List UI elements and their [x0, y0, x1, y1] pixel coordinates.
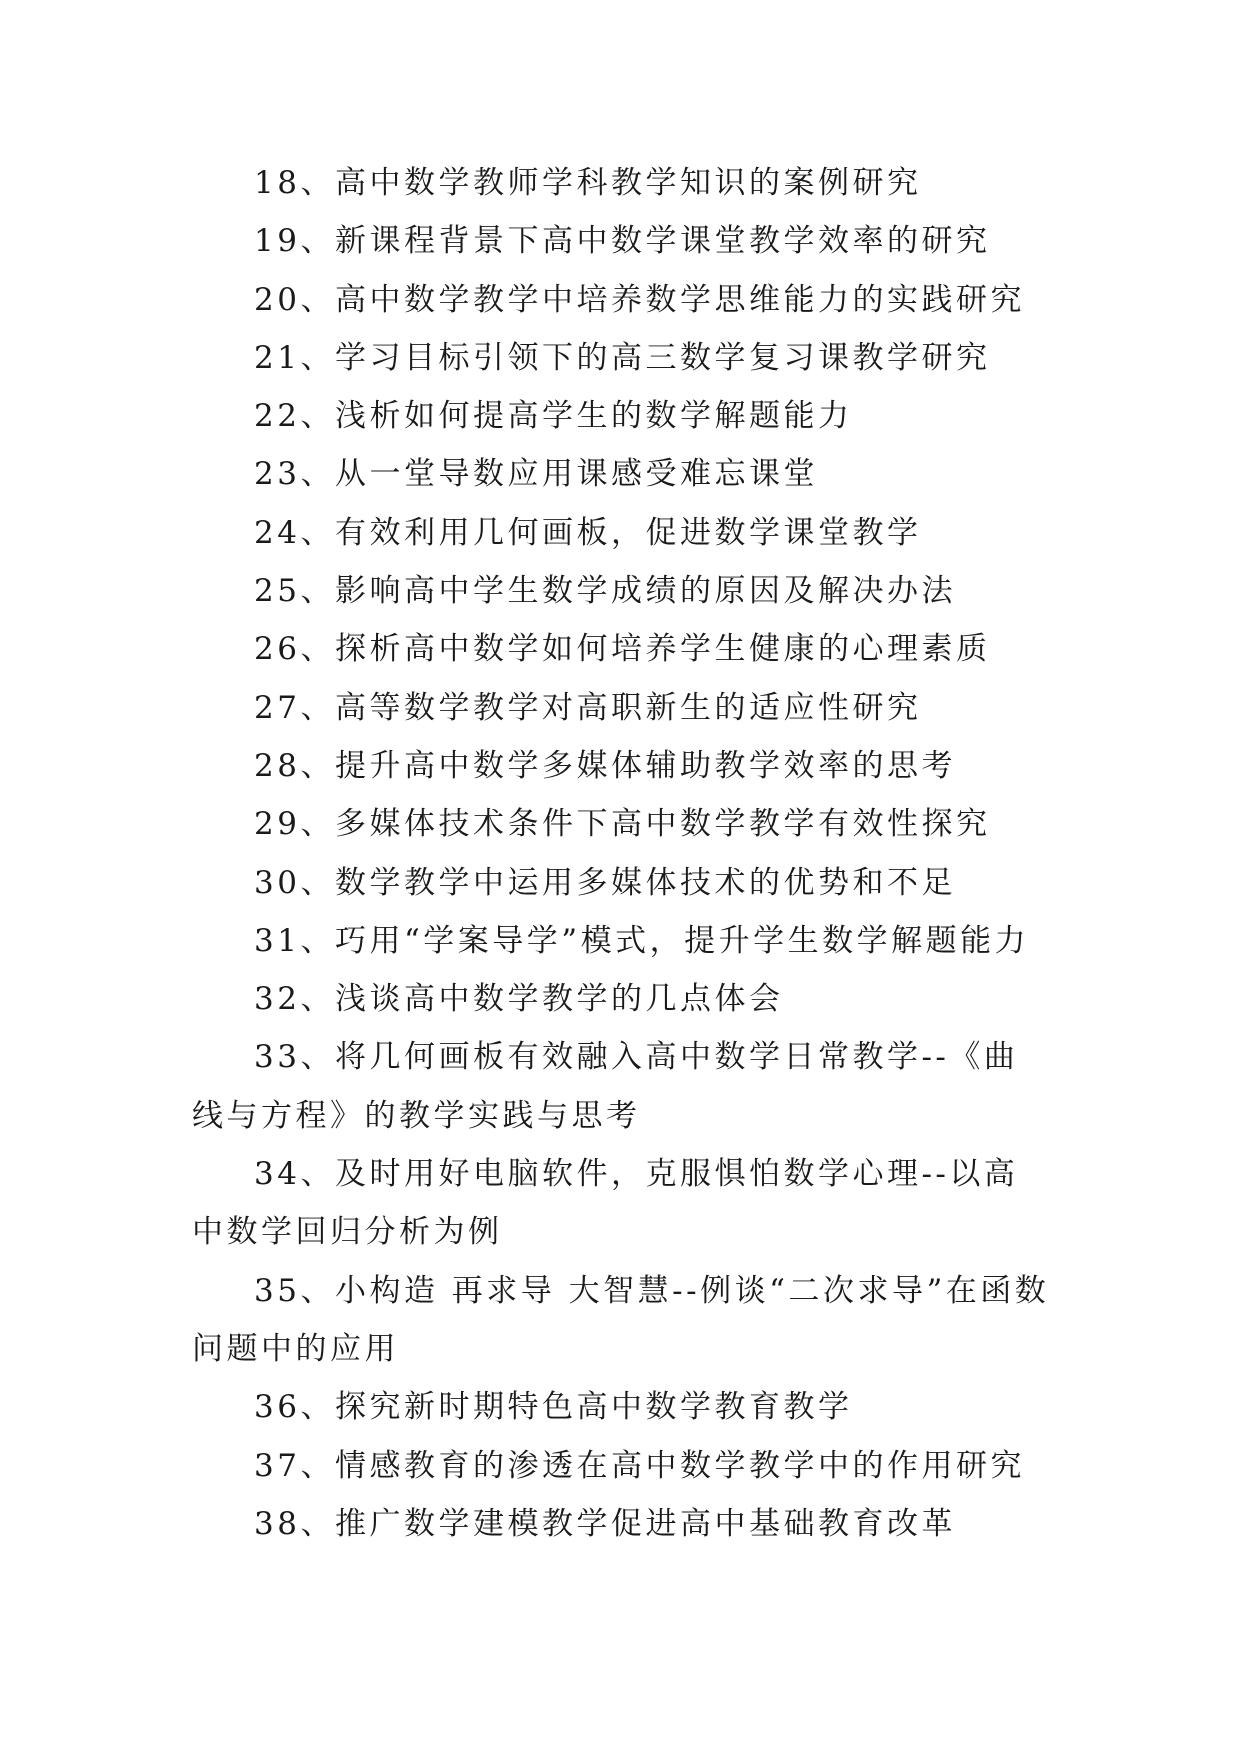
list-item: 37、情感教育的渗透在高中数学教学中的作用研究 [254, 1447, 1025, 1484]
list-item: 33、将几何画板有效融入高中数学日常教学--《曲线与方程》的教学实践与思考 [192, 1039, 1019, 1134]
list-item: 29、多媒体技术条件下高中数学教学有效性探究 [254, 806, 991, 843]
list-item: 22、浅析如何提高学生的数学解题能力 [254, 398, 853, 435]
list-item: 35、小构造 再求导 大智慧--例谈“二次求导”在函数问题中的应用 [192, 1272, 1050, 1367]
list-item: 32、浅谈高中数学教学的几点体会 [254, 981, 784, 1018]
topic-list [192, 154, 1052, 1553]
list-item: 36、探究新时期特色高中数学教育教学 [254, 1389, 853, 1426]
list-item: 21、学习目标引领下的高三数学复习课教学研究 [254, 339, 991, 376]
list-item: 31、巧用“学案导学”模式，提升学生数学解题能力 [254, 922, 1030, 959]
list-item: 24、有效利用几何画板，促进数学课堂教学 [254, 514, 922, 551]
list-item: 28、提升高中数学多媒体辅助教学效率的思考 [254, 747, 956, 784]
list-item: 18、高中数学教师学科教学知识的案例研究 [254, 165, 922, 201]
list-item: 19、新课程背景下高中数学课堂教学效率的研究 [254, 223, 991, 260]
list-item: 26、探析高中数学如何培养学生健康的心理素质 [254, 631, 991, 668]
list-item: 25、影响高中学生数学成绩的原因及解决办法 [254, 573, 956, 610]
list-item: 34、及时用好电脑软件，克服惧怕数学心理--以高中数学回归分析为例 [192, 1156, 1019, 1251]
list-item: 30、数学教学中运用多媒体技术的优势和不足 [254, 864, 956, 901]
list-item: 38、推广数学建模教学促进高中基础教育改革 [254, 1505, 956, 1542]
list-item: 23、从一堂导数应用课感受难忘课堂 [254, 456, 818, 493]
list-item: 27、高等数学教学对高职新生的适应性研究 [254, 689, 922, 726]
list-item: 20、高中数学教学中培养数学思维能力的实践研究 [254, 281, 1025, 318]
